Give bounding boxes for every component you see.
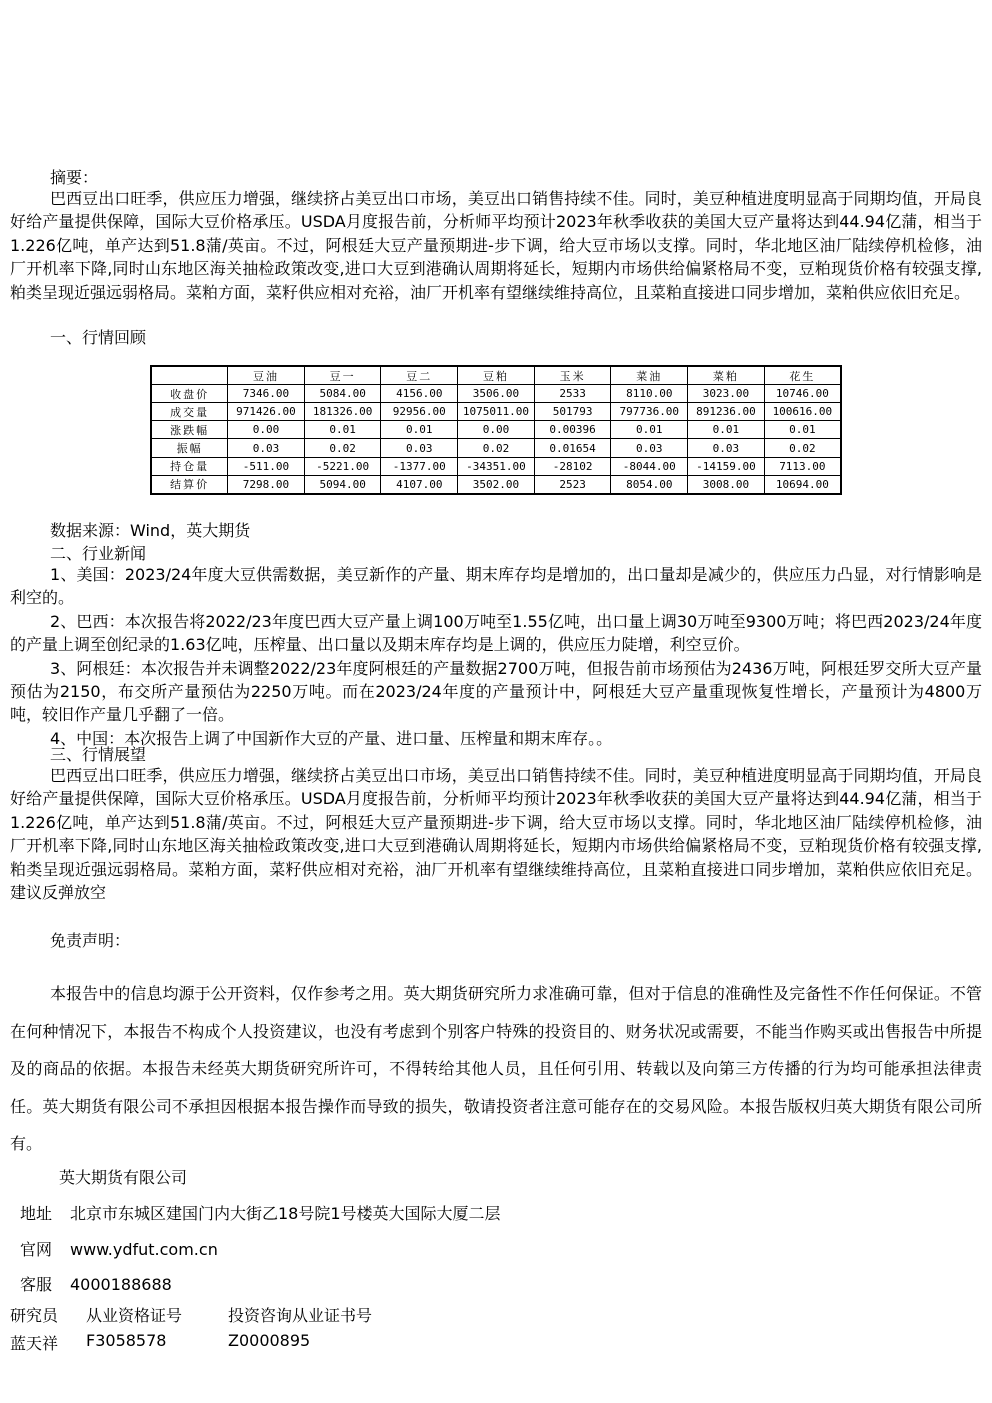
summary-text: 巴西豆出口旺季，供应压力增强，继续挤占美豆出口市场，美豆出口销售持续不佳。同时，美豆种植进度明显高于同期均值，开局良好给产量提供保障，国际大豆价格承压。USDA月度报告前，分析师平均预计2023年秋季收获的美国大豆产量将达到44.94亿蒲，相当于1.226亿吨，单产达到51.8蒲/英亩。不过，阿根廷大豆产量预期进-步下调，给大豆市场以支撑。同时，华北地区油厂陆续停机检修，油厂开机率下降,同时山东地区海关抽检政策改变,进口大豆到港确认周期将延长，短期内市场供给偏紧格局不变，豆粕现货价格有较强支撑,粕类呈现近强远弱格局。菜粕方面，菜籽供应相对充裕，油厂开机率有望继续维持高位，且菜粕直接进口同步增加，菜粕供应依旧充足。 (10, 189, 982, 302)
table-cell: -5221.00 (304, 457, 381, 475)
table-header-cell: 豆油 (228, 366, 305, 385)
table-cell: 181326.00 (304, 403, 381, 421)
table-row-header: 振幅 (151, 439, 228, 457)
summary-heading: 摘要： (50, 168, 99, 187)
table-row (151, 475, 841, 494)
table-cell: 0.03 (611, 439, 688, 457)
table-cell: 0.01654 (534, 439, 611, 457)
table-row (151, 439, 841, 457)
table-cell: -511.00 (228, 457, 305, 475)
news-item-brazil: 2、巴西：本次报告将2022/23年度巴西大豆产量上调100万吨至1.55亿吨，出口量上调30万吨至9300万吨；将巴西2023/24年度的产量上调至创纪录的1.63亿吨，压榨量、出口量以及期末库存均是上调的，供应压力陡增，利空豆价。 (10, 611, 982, 655)
market-quote-table (150, 365, 842, 495)
table-cell: 3502.00 (458, 475, 535, 494)
researcher-advisory: Z0000895 (228, 1331, 311, 1350)
outlook-section (10, 764, 982, 904)
table-cell: -34351.00 (458, 457, 535, 475)
table-cell: 5084.00 (304, 385, 381, 403)
website-label: 官网 (20, 1240, 53, 1259)
table-cell: 501793 (534, 403, 611, 421)
table-header-cell: 豆二 (381, 366, 458, 385)
summary-section (10, 187, 982, 304)
table-header-cell: 花生 (764, 366, 841, 385)
outlook-heading: 三、行情展望 (50, 745, 147, 764)
review-heading: 一、行情回顾 (50, 328, 147, 347)
news-heading: 二、行业新闻 (50, 544, 147, 563)
table-cell: 7298.00 (228, 475, 305, 494)
table-cell: 0.03 (381, 439, 458, 457)
table-cell: -14159.00 (688, 457, 765, 475)
website-value: www.ydfut.com.cn (70, 1240, 218, 1259)
table-cell: 0.01 (304, 421, 381, 439)
table-cell: 0.01 (688, 421, 765, 439)
table-row-header: 成交量 (151, 403, 228, 421)
address-label: 地址 (20, 1204, 53, 1223)
table-header-cell: 豆粕 (458, 366, 535, 385)
researcher-cert: F3058578 (86, 1331, 167, 1350)
news-item-usa: 1、美国：2023/24年度大豆供需数据，美豆新作的产量、期末库存均是增加的，出口量却是减少的，供应压力凸显，对行情影响是利空的。 (10, 565, 982, 608)
table-cell: 0.02 (764, 439, 841, 457)
address-row (20, 1201, 501, 1224)
researcher-header-name: 研究员 (10, 1306, 59, 1325)
service-label: 客服 (20, 1275, 53, 1294)
table-cell: 8054.00 (611, 475, 688, 494)
table-header-cell: 豆一 (304, 366, 381, 385)
table-cell: 2533 (534, 385, 611, 403)
table-header-cell: 菜粕 (688, 366, 765, 385)
table-cell: 3008.00 (688, 475, 765, 494)
table-header-row (151, 366, 841, 385)
data-source: 数据来源：Wind，英大期货 (50, 521, 251, 540)
table-cell: 0.01 (764, 421, 841, 439)
table-cell: 92956.00 (381, 403, 458, 421)
table-row (151, 403, 841, 421)
table-row-header: 涨跌幅 (151, 421, 228, 439)
table-cell: 4156.00 (381, 385, 458, 403)
table-row-header: 持仓量 (151, 457, 228, 475)
company-name: 英大期货有限公司 (59, 1168, 188, 1187)
table-row-header: 收盘价 (151, 385, 228, 403)
table-cell: 0.00396 (534, 421, 611, 439)
table-row (151, 385, 841, 403)
table-row (151, 421, 841, 439)
table-cell: -8044.00 (611, 457, 688, 475)
table-row (151, 457, 841, 475)
researcher-header-cert: 从业资格证号 (86, 1306, 183, 1325)
disclaimer-text: 本报告中的信息均源于公开资料，仅作参考之用。英大期货研究所力求准确可靠，但对于信息的准确性及完备性不作任何保证。不管在何种情况下，本报告不构成个人投资建议，也没有考虑到个别客户特殊的投资目的、财务状况或需要，不能当作购买或出售报告中所提及的商品的依据。本报告未经英大期货研究所许可，不得转给其他人员，且任何引用、转载以及向第三方传播的行为均可能承担法律责任。英大期货有限公司不承担因根据本报告操作而导致的损失，敬请投资者注意可能存在的交易风险。本报告版权归英大期货有限公司所有。 (10, 984, 982, 1153)
table-header-cell: 玉米 (534, 366, 611, 385)
table-header-cell (151, 366, 228, 385)
table-cell: 797736.00 (611, 403, 688, 421)
table-cell: 891236.00 (688, 403, 765, 421)
table-cell: 3023.00 (688, 385, 765, 403)
table-cell: 0.01 (611, 421, 688, 439)
table-cell: 0.03 (228, 439, 305, 457)
table-cell: 971426.00 (228, 403, 305, 421)
news-item-argentina: 3、阿根廷：本次报告并未调整2022/23年度阿根廷的产量数据2700万吨，但报告前市场预估为2436万吨，阿根廷罗交所大豆产量预估为2150，布交所产量预估为2250万吨。而在2023/24年度的产量预计中，阿根廷大豆产量重现恢复性增长，产量预计为4800万吨，较旧作产量几乎翻了一倍。 (10, 658, 982, 725)
table-row-header: 结算价 (151, 475, 228, 494)
researcher-name: 蓝天祥 (10, 1334, 59, 1353)
table-cell: 0.01 (381, 421, 458, 439)
table-cell: 0.02 (304, 439, 381, 457)
news-item-china: 4、中国：本次报告上调了中国新作大豆的产量、进口量、压榨量和期末库存。。 (50, 728, 613, 748)
disclaimer-heading: 免责声明： (50, 931, 131, 950)
service-row (20, 1272, 172, 1295)
address-value: 北京市东城区建国门内大街乙18号院1号楼英大国际大厦二层 (70, 1204, 501, 1223)
service-value: 4000188688 (70, 1275, 172, 1294)
table-cell: 0.00 (228, 421, 305, 439)
table-cell: 100616.00 (764, 403, 841, 421)
table-cell: 3506.00 (458, 385, 535, 403)
website-row (20, 1237, 218, 1260)
table-cell: 0.03 (688, 439, 765, 457)
table-cell: 8110.00 (611, 385, 688, 403)
table-cell: 0.00 (458, 421, 535, 439)
table-header-cell: 菜油 (611, 366, 688, 385)
table-cell: 0.02 (458, 439, 535, 457)
outlook-text: 巴西豆出口旺季，供应压力增强，继续挤占美豆出口市场，美豆出口销售持续不佳。同时，美豆种植进度明显高于同期均值，开局良好给产量提供保障，国际大豆价格承压。USDA月度报告前，分析师平均预计2023年秋季收获的美国大豆产量将达到44.94亿蒲，相当于1.226亿吨，单产达到51.8蒲/英亩。不过，阿根廷大豆产量预期进-步下调，给大豆市场以支撑。同时，华北地区油厂陆续停机检修，油厂开机率下降,同时山东地区海关抽检政策改变,进口大豆到港确认周期将延长，短期内市场供给偏紧格局不变，豆粕现货价格有较强支撑,粕类呈现近强远弱格局。菜粕方面，菜籽供应相对充裕，油厂开机率有望继续维持高位，且菜粕直接进口同步增加，菜粕供应依旧充足。建议反弹放空 (10, 766, 982, 903)
table-cell: 10746.00 (764, 385, 841, 403)
table-cell: 1075011.00 (458, 403, 535, 421)
table-cell: 2523 (534, 475, 611, 494)
table-cell: -28102 (534, 457, 611, 475)
news-section (10, 563, 982, 750)
table-cell: 7113.00 (764, 457, 841, 475)
researcher-header-advisory: 投资咨询从业证书号 (228, 1306, 373, 1325)
table-cell: 7346.00 (228, 385, 305, 403)
table-cell: 10694.00 (764, 475, 841, 494)
table-cell: 4107.00 (381, 475, 458, 494)
table-cell: -1377.00 (381, 457, 458, 475)
table-cell: 5094.00 (304, 475, 381, 494)
